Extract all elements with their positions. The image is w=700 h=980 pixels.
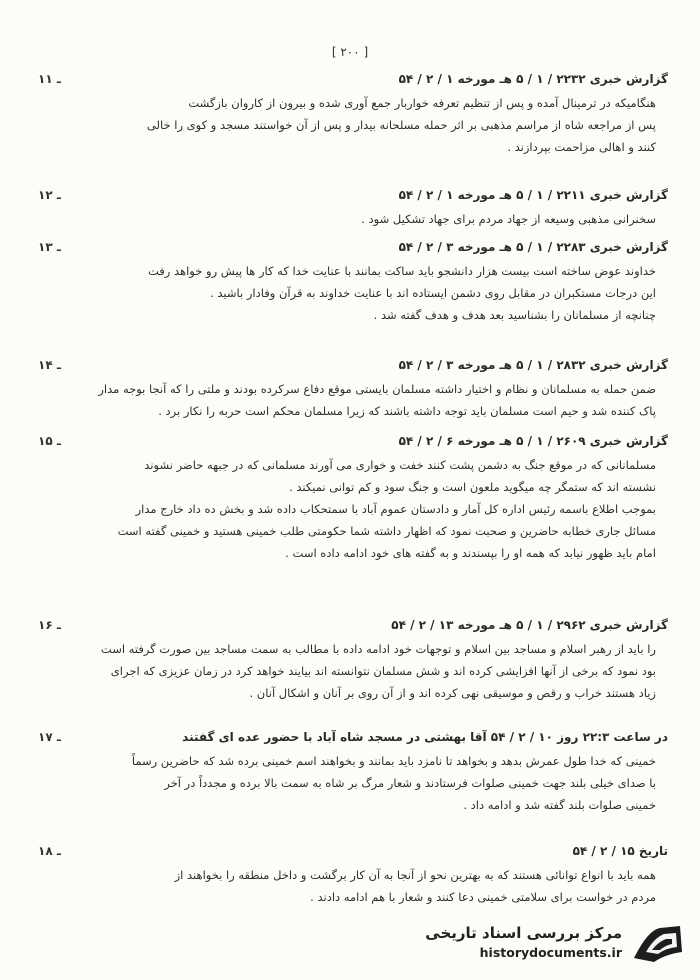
entry-number: ۱۷ ـ: [38, 730, 61, 744]
report-entry-11: [38, 72, 668, 158]
report-text-line: همه باید با انواع توانائی هستند که به بهترین نحو از آنجا به آن کار برگشت و داخل منطقه را بخواهند از: [174, 868, 656, 882]
report-title: در ساعت ۲۲:۳ روز ۱۰ / ۲ / ۵۴ آقا بهشتی در مسجد شاه آباد با حضور عده ای گفتند: [182, 730, 668, 744]
report-title: گزارش خبری ۲۸۳۲ / ۱ / ۵ هـ مورخه ۳ / ۲ / ۵۴: [398, 358, 668, 372]
report-entry-14: [38, 358, 668, 422]
report-text-line: بموجب اطلاع باسمه رئیس اداره کل آمار و دادستان عموم آباد با سمتحکاب داده شد و بخش ده داد خارج مدار: [135, 502, 656, 516]
report-text-line: سخنرانی مذهبی وسیعه از جهاد مردم برای جهاد تشکیل شود .: [361, 212, 656, 226]
entry-number: ۱۳ ـ: [38, 240, 61, 254]
report-text-line: زیاد هستند خراب و رقص و موسیقی نهی کرده اند و از آن روی بر آنان و اشکال آنان .: [249, 686, 656, 700]
report-text-line: کنند و اهالی مزاحمت بپردازند .: [507, 140, 656, 154]
report-entry-16: [38, 618, 668, 704]
watermark-url: historydocuments.ir: [479, 945, 622, 960]
report-title: گزارش خبری ۲۲۱۱ / ۱ / ۵ هـ مورخه ۱ / ۲ / ۵۴: [398, 188, 668, 202]
report-title: گزارش خبری ۲۲۸۳ / ۱ / ۵ هـ مورخه ۳ / ۲ / ۵۴: [398, 240, 668, 254]
book-logo-icon: [630, 922, 686, 966]
entry-number: ۱۵ ـ: [38, 434, 61, 448]
entry-number: ۱۴ ـ: [38, 358, 61, 372]
report-text-line: پاک کننده شد و حیم است مسلمان باید توجه داشته باشند که زیرا مسلمان محکم است حربه را نکار برد .: [158, 404, 656, 418]
report-text-line: بود نمود که برخی از آنها افزایشی کرده اند و شش مسلمان نتوانسته اند بیایند خواهد کرد در زمان عزیزی که اجرای: [110, 664, 656, 678]
report-title: گزارش خبری ۲۶۰۹ / ۱ / ۵ هـ مورخه ۶ / ۲ / ۵۴: [398, 434, 668, 448]
page-number: [ ۲۰۰ ]: [331, 45, 369, 59]
report-text-line: هنگامیکه در ترمینال آمده و پس از تنظیم تعرفه خواربار جمع آوری شده و بیرون از کاروان بازگشت: [188, 96, 656, 110]
report-entry-12: [38, 188, 668, 230]
report-text-line: امام باید ظهور نیابد که همه او را بپسندند و به گفته های خود ادامه داده است .: [285, 546, 656, 560]
report-text-line: را باید از رهبر اسلام و مساجد بین اسلام و توجهات خود ادامه داده با مطالب به سمت مساجد بین صورت گرفته است: [100, 642, 656, 656]
report-entry-15: [38, 434, 668, 564]
entry-number: ۱۱ ـ: [38, 72, 61, 86]
entry-number: ۱۸ ـ: [38, 844, 61, 858]
report-text-line: خمینی که خدا طول عمرش بدهد و بخواهد تا نامزد باید بمانند و بخواهند اسم خمینی برده شد که حاضرین رسماً: [131, 754, 656, 768]
entry-number: ۱۲ ـ: [38, 188, 61, 202]
report-text-line: نشسته اند که ستمگر چه میگوید ملعون است و جنگ سود و کم توانی نمیکند .: [289, 480, 656, 494]
report-text-line: مردم در خواست برای سلامتی خمینی دعا کنند و شعار با هم ادامه دادند .: [310, 890, 656, 904]
report-entry-17: [38, 730, 668, 816]
report-text-line: مسلمانانی که در موقع جنگ به دشمن پشت کنند خفت و خواری می آورند مسلمانی که در جبهه حاضر نشوند: [144, 458, 656, 472]
report-entry-13: [38, 240, 668, 326]
report-title: گزارش خبری ۲۲۳۲ / ۱ / ۵ هـ مورخه ۱ / ۲ / ۵۴: [398, 72, 668, 86]
report-text-line: خداوند عوض ساخته است بیست هزار دانشجو باید ساکت بمانند با عنایت خدا که کار ها پیش رو خواهد رفت: [148, 264, 656, 278]
report-text-line: چنانچه از مسلمانان را بشناسید بعد هدف و هدف گفته شد .: [373, 308, 656, 322]
report-text-line: خمینی صلوات بلند گفته شد و ادامه داد .: [463, 798, 656, 812]
report-title: گزارش خبری ۲۹۶۲ / ۱ / ۵ هـ مورخه ۱۳ / ۲ / ۵۴: [391, 618, 668, 632]
report-text-line: ضمن حمله به مسلمانان و نظام و اختیار داشته مسلمان بایستی موقع دفاع سرکرده بودند و ملتی را که آنجا بوجه مدار: [98, 382, 656, 396]
report-text-line: مسائل جاری خطابه حاضرین و صحبت نمود که اظهار داشته شما حکومتی طلب خمینی هستید و خمینی گفته است: [117, 524, 656, 538]
watermark-title: مرکز بررسی اسناد تاریخی: [425, 924, 622, 942]
report-title: تاریخ ۱۵ / ۲ / ۵۴: [572, 844, 668, 858]
report-text-line: این درجات مستکبران در مقابل روی دشمن ایستاده اند با عنایت خداوند به قرآن وفادار باشید .: [210, 286, 656, 300]
archive-watermark: [400, 922, 686, 966]
report-entry-18: [38, 844, 668, 908]
report-text-line: پس از مراجعه شاه از مراسم مذهبی بر اثر حمله مسلحانه بیدار و پس از آن خواستند مسجد و کوی را خالی: [146, 118, 656, 132]
report-text-line: با صدای خیلی بلند جهت خمینی صلوات فرستادند و شعار مرگ بر شاه به سمت بالا برده و مجدداً در آخر: [164, 776, 656, 790]
entry-number: ۱۶ ـ: [38, 618, 61, 632]
